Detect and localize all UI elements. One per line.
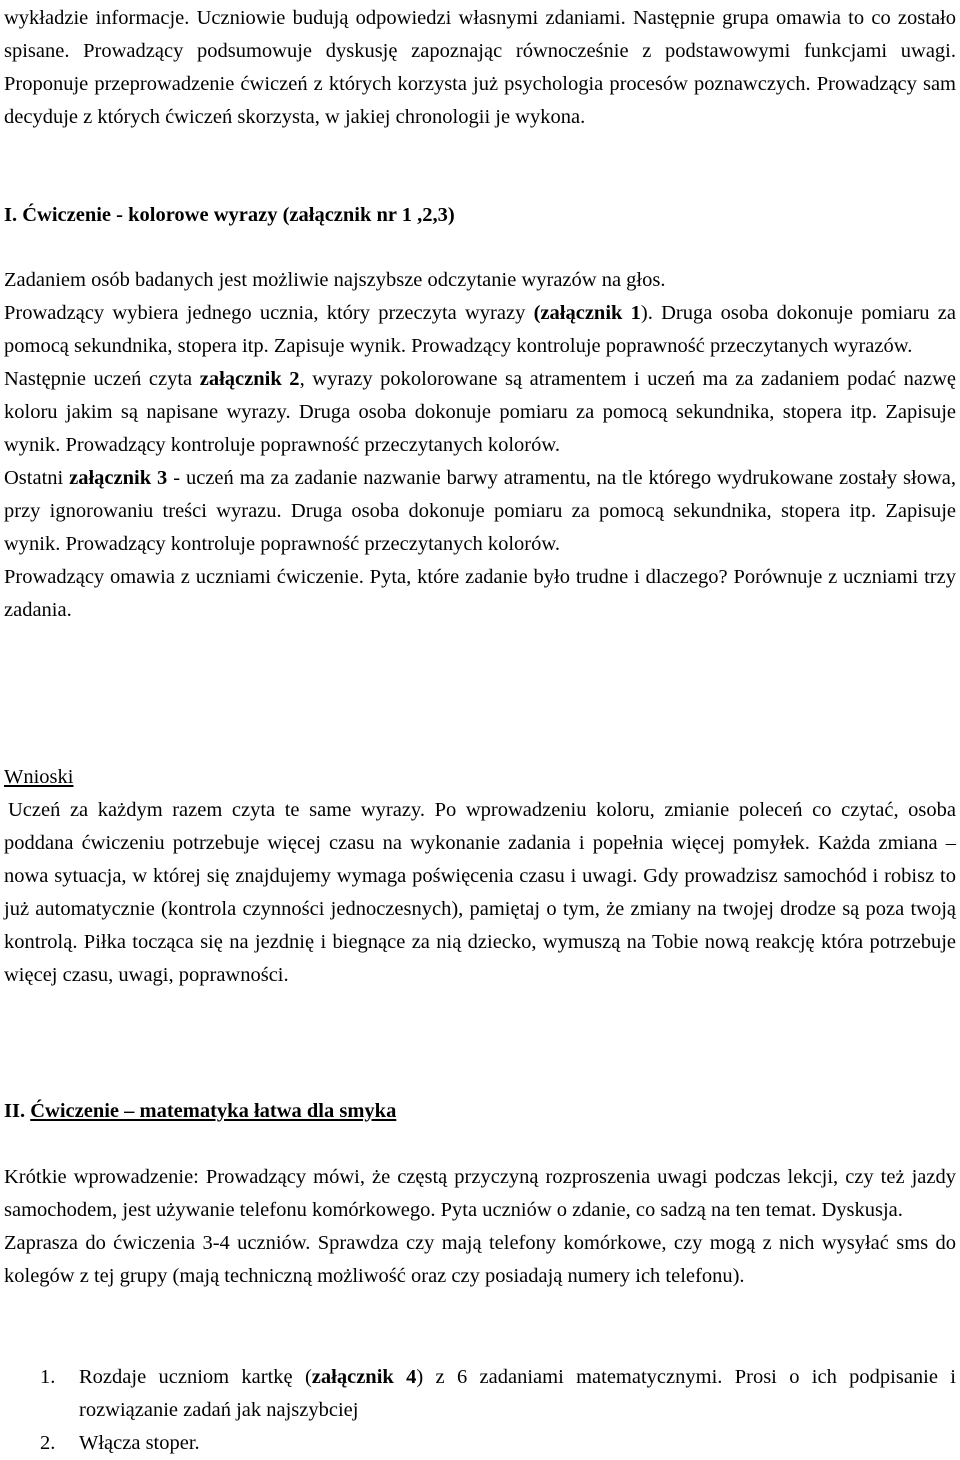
list-item (4, 1427, 956, 1460)
attachment-reference: załącznik 3 (69, 467, 168, 489)
intro-block (4, 2, 956, 134)
section-1-paragraph-2 (4, 297, 956, 363)
section-1-body (4, 264, 956, 627)
text-run: Ostatni (4, 467, 70, 489)
intro-paragraph: wykładzie informacje. Uczniowie budują odpowiedzi własnymi zdaniami. Następnie grupa omawia to co zostało spisane. Prowadzący podsumowuje dyskusję zapoznając równocześnie z podstawowymi funkcjami uwagi. Proponuje przeprowadzenie ćwiczeń z których korzysta już psychologia procesów poznawczych. Prowadzący sam decyduje z których ćwiczeń skorzysta, w jakiej chronologii je wykona. (4, 7, 956, 128)
text-run: ) z 6 zadaniami matematycznymi. Prosi o ich podpisanie i rozwiązanie zadań jak najszybciej (79, 1366, 956, 1421)
list-item-number: 2. (40, 1432, 56, 1454)
attachment-reference: załącznik 4 (311, 1366, 417, 1388)
section-1-heading-block (4, 199, 956, 232)
text-run: Prowadzący wybiera jednego ucznia, który przeczyta wyrazy (4, 302, 534, 324)
section-2-paragraph-2: Zaprasza do ćwiczenia 3-4 uczniów. Sprawdza czy mają telefony komórkowe, czy mogą z nich wysyłać sms do kolegów z tej grupy (mają techniczną możliwość oraz czy posiadają numery ich telefonu). (4, 1232, 956, 1287)
section-2-paragraph-1: Krótkie wprowadzenie: Prowadzący mówi, że częstą przyczyną rozproszenia uwagi podczas lekcji, czy też jazdy samochodem, jest używanie telefonu komórkowego. Pyta uczniów o zdanie, co sadzą na ten temat. Dyskusja. (4, 1166, 956, 1221)
section-1-paragraph-1: Zadaniem osób badanych jest możliwie najszybsze odczytanie wyrazów na głos. (4, 269, 666, 291)
text-run: ). Druga osoba dokonuje pomiaru za pomocą sekundnika, stopera itp. Zapisuje wynik. Prowadzący kontroluje poprawność przeczytanych wyrazów. (4, 302, 956, 357)
list-item (4, 1361, 956, 1427)
text-run: - uczeń ma za zadanie nazwanie barwy atramentu, na tle którego wydrukowane zostały słowa, przy ignorowaniu treści wyrazu. Druga osoba dokonuje pomiaru za pomocą sekundnika, stopera itp. Zapisuje wynik. Prowadzący kontroluje poprawność przeczytanych kolorów. (4, 467, 956, 555)
section-2-heading-block (4, 1095, 956, 1128)
text-run: Rozdaje uczniom kartkę ( (79, 1366, 312, 1388)
conclusions-heading: Wnioski (4, 766, 74, 788)
section-2-heading-number: II. (4, 1100, 31, 1122)
section-1-paragraph-3 (4, 363, 956, 462)
list-item-number: 1. (40, 1366, 56, 1388)
section-1-paragraph-5: Prowadzący omawia z uczniami ćwiczenie. Pyta, które zadanie było trudne i dlaczego? Porównuje z uczniami trzy zadania. (4, 566, 956, 621)
section-2-heading (4, 1095, 956, 1128)
conclusions-paragraph: Uczeń za każdym razem czyta te same wyrazy. Po wprowadzeniu koloru, zmianie poleceń co czytać, osoba poddana ćwiczeniu potrzebuje więcej czasu na wykonanie zadania i popełnia więcej pomyłek. Każda zmiana – nowa sytuacja, w której się znajdujemy wymaga poświęcenia czasu i uwagi. Gdy prowadzisz samochód i robisz to już automatycznie (kontrola czynności jednoczesnych), pamiętaj o tym, że zmiany na twojej drodze są poza twoją kontrolą. Piłka tocząca się na jezdnię i biegnące za nią dziecko, wymuszą na Tobie nową reakcję która potrzebuje więcej czasu, uwagi, poprawności. (4, 799, 956, 986)
text-run: Włącza stoper. (79, 1432, 200, 1454)
section-2-steps-list (4, 1361, 956, 1460)
section-1-paragraph-4 (4, 462, 956, 561)
text-run: Następnie uczeń czyta (4, 368, 200, 390)
attachment-reference: załącznik 2 (199, 368, 300, 390)
section-2-heading-title: Ćwiczenie – matematyka łatwa dla smyka (30, 1100, 397, 1122)
attachment-reference: (załącznik 1 (533, 302, 641, 324)
text-run: , wyrazy pokolorowane są atramentem i uczeń ma za zadaniem podać nazwę koloru jakim są napisane wyrazy. Druga osoba dokonuje pomiaru za pomocą sekundnika, stopera itp. Zapisuje wynik. Prowadzący kontroluje poprawność przeczytanych kolorów. (4, 368, 956, 456)
conclusions-block (4, 761, 956, 992)
section-2-body (4, 1161, 956, 1293)
section-1-heading: I. Ćwiczenie - kolorowe wyrazy (załącznik nr 1 ,2,3) (4, 204, 455, 226)
